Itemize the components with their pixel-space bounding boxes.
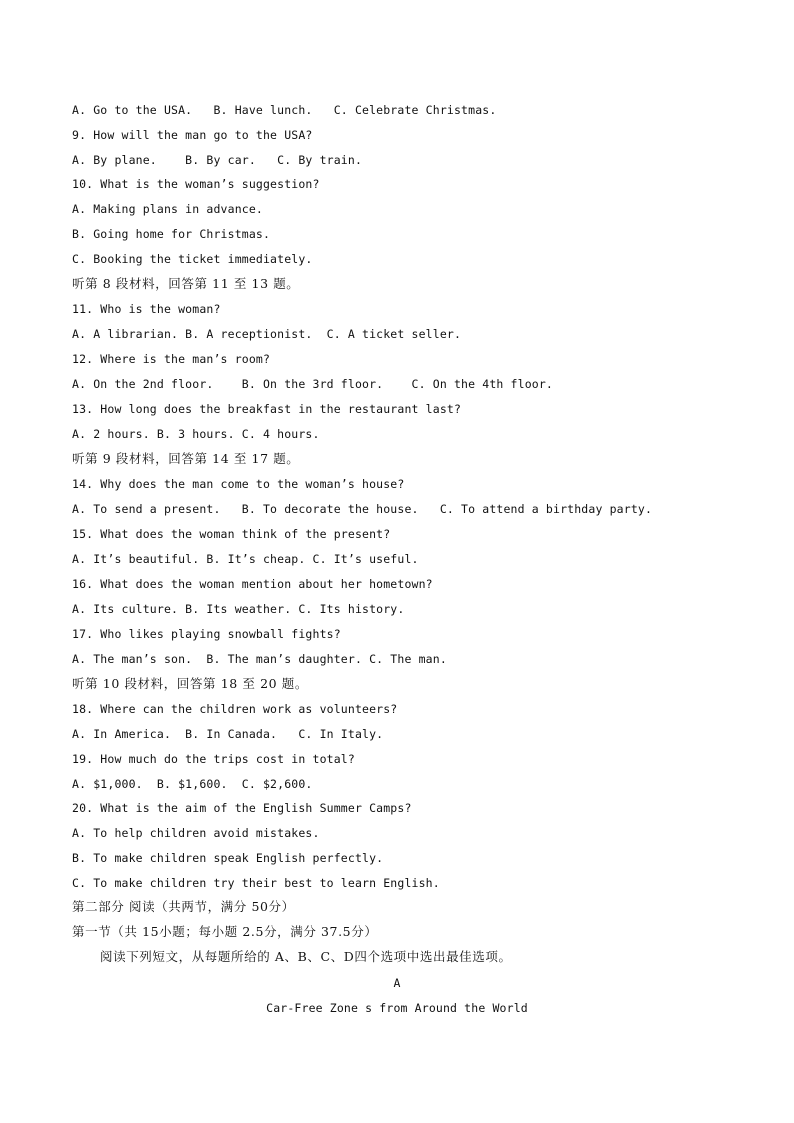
answer-options-q9: A. By plane. B. By car. C. By train. (72, 153, 363, 167)
answer-option-q20-c: C. To make children try their best to learn English. (72, 876, 440, 890)
answer-option-q10-c: C. Booking the ticket immediately. (72, 252, 313, 266)
reading-instruction: 阅读下列短文，从每题所给的 A、B、C、D四个选项中选出最佳选项。 (100, 949, 512, 964)
question-10: 10. What is the woman’s suggestion? (72, 177, 320, 191)
answer-options-q19: A. $1,000. B. $1,600. C. $2,600. (72, 777, 313, 791)
question-13: 13. How long does the breakfast in the restaurant last? (72, 402, 462, 416)
question-12: 12. Where is the man’s room? (72, 352, 271, 366)
answer-options-q8: A. Go to the USA. B. Have lunch. C. Celebrate Christmas. (72, 103, 497, 117)
question-11: 11. Who is the woman? (72, 302, 221, 316)
section-one-heading: 第一节（共 15小题；每小题 2.5分，满分 37.5分） (72, 924, 378, 939)
question-15: 15. What does the woman think of the present? (72, 527, 391, 541)
question-14: 14. Why does the man come to the woman’s house? (72, 477, 405, 491)
answer-option-q10-a: A. Making plans in advance. (72, 202, 263, 216)
question-9: 9. How will the man go to the USA? (72, 128, 313, 142)
passage-label: A (393, 976, 401, 990)
passage-title: Car-Free Zone s from Around the World (266, 1001, 528, 1015)
question-16: 16. What does the woman mention about her hometown? (72, 577, 433, 591)
question-20: 20. What is the aim of the English Summer Camps? (72, 801, 412, 815)
section-instruction-material-8: 听第 8 段材料，回答第 11 至 13 题。 (72, 276, 300, 291)
answer-options-q18: A. In America. B. In Canada. C. In Italy. (72, 727, 384, 741)
part-two-heading: 第二部分 阅读（共两节，满分 50分） (72, 899, 295, 914)
answer-option-q20-b: B. To make children speak English perfectly. (72, 851, 384, 865)
question-18: 18. Where can the children work as volunteers? (72, 702, 398, 716)
answer-options-q15: A. It’s beautiful. B. It’s cheap. C. It’s useful. (72, 552, 419, 566)
answer-options-q17: A. The man’s son. B. The man’s daughter. C. The man. (72, 652, 447, 666)
answer-options-q12: A. On the 2nd floor. B. On the 3rd floor. C. On the 4th floor. (72, 377, 554, 391)
answer-option-q10-b: B. Going home for Christmas. (72, 227, 271, 241)
answer-options-q13: A. 2 hours. B. 3 hours. C. 4 hours. (72, 427, 320, 441)
answer-options-q14: A. To send a present. B. To decorate the house. C. To attend a birthday party. (72, 502, 653, 516)
question-19: 19. How much do the trips cost in total? (72, 752, 355, 766)
answer-options-q11: A. A librarian. B. A receptionist. C. A ticket seller. (72, 327, 462, 341)
section-instruction-material-10: 听第 10 段材料，回答第 18 至 20 题。 (72, 676, 308, 691)
section-instruction-material-9: 听第 9 段材料，回答第 14 至 17 题。 (72, 451, 300, 466)
answer-options-q16: A. Its culture. B. Its weather. C. Its history. (72, 602, 405, 616)
answer-option-q20-a: A. To help children avoid mistakes. (72, 826, 320, 840)
question-17: 17. Who likes playing snowball fights? (72, 627, 341, 641)
